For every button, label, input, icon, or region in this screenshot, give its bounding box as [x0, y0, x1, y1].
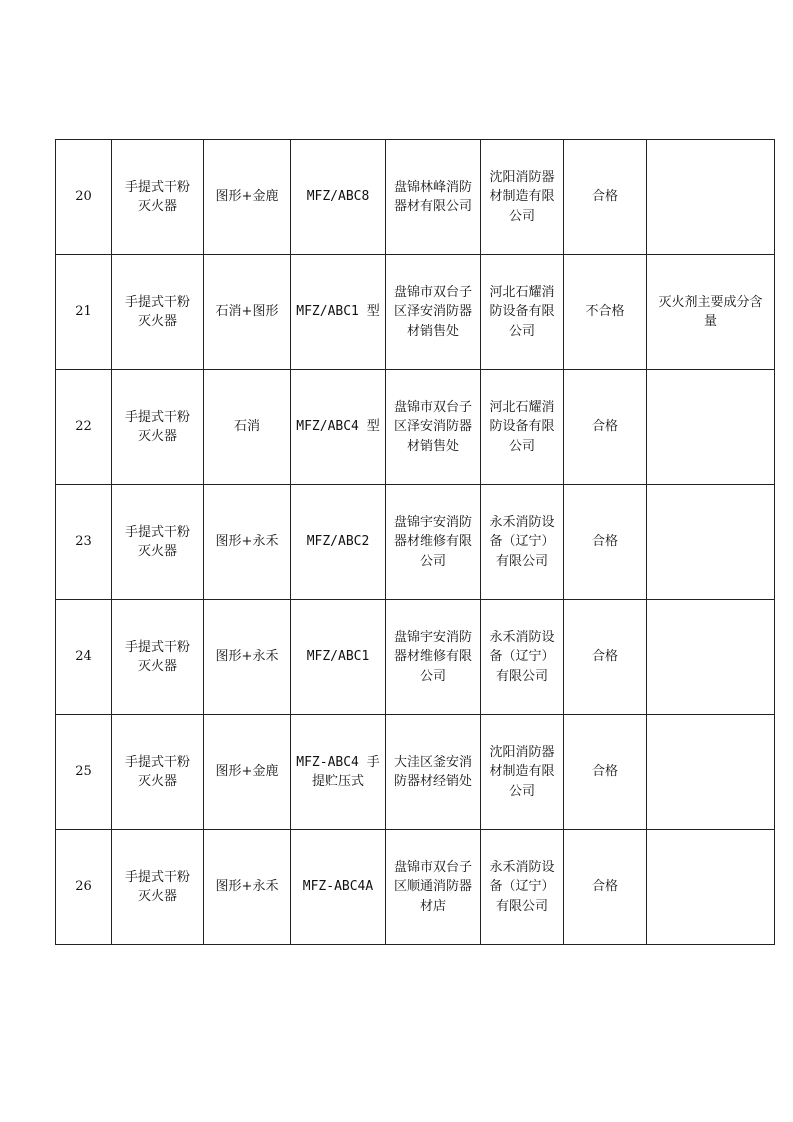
cell-seller-line: 盘锦林峰消防	[393, 179, 472, 195]
cell-product-name-line: 灭火器	[137, 889, 177, 904]
cell-failed-item	[647, 255, 775, 370]
cell-trademark: 图形+永禾	[204, 600, 291, 715]
table-body	[56, 140, 775, 945]
cell-product-name-line: 手提式干粉	[124, 294, 190, 310]
cell-manufacturer-line: 备（辽宁）	[489, 649, 555, 665]
cell-model-line: MFZ/ABC1	[306, 649, 370, 665]
cell-manufacturer-line: 永禾消防设	[489, 514, 555, 530]
cell-product-name	[112, 370, 204, 485]
cell-number: 23	[56, 485, 112, 600]
cell-seller-line: 器材有限公司	[393, 199, 472, 214]
cell-manufacturer	[481, 485, 564, 600]
cell-seller	[386, 140, 481, 255]
cell-seller	[386, 255, 481, 370]
cell-model-line: 提贮压式	[311, 774, 364, 789]
cell-seller-line: 器材维修有限	[393, 649, 472, 665]
cell-model	[291, 715, 386, 830]
cell-model-line: MFZ/ABC2	[306, 534, 370, 550]
cell-seller-line: 大洼区釜安消	[393, 754, 472, 770]
cell-seller	[386, 485, 481, 600]
cell-manufacturer-line: 公司	[508, 208, 535, 224]
cell-manufacturer-line: 沈阳消防器	[489, 744, 555, 760]
cell-manufacturer-line: 永禾消防设	[489, 859, 555, 875]
cell-seller-line: 公司	[419, 668, 446, 684]
cell-model	[291, 830, 386, 945]
cell-model-line: MFZ-ABC4 手	[296, 754, 380, 770]
cell-trademark: 图形+金鹿	[204, 140, 291, 255]
cell-seller	[386, 370, 481, 485]
cell-manufacturer-line: 永禾消防设	[489, 629, 555, 645]
cell-model	[291, 140, 386, 255]
cell-seller-line: 防器材经销处	[393, 774, 472, 789]
cell-product-name	[112, 715, 204, 830]
cell-product-name-line: 手提式干粉	[124, 524, 190, 540]
cell-manufacturer-line: 河北石耀消	[489, 399, 555, 415]
cell-product-name	[112, 485, 204, 600]
cell-manufacturer-line: 防设备有限	[489, 304, 555, 320]
cell-manufacturer-line: 有限公司	[495, 898, 548, 914]
cell-seller-line: 区顺通消防器	[393, 879, 472, 895]
cell-seller-line: 盘锦市双台子	[393, 399, 472, 415]
cell-seller-line: 盘锦宇安消防	[393, 629, 472, 645]
cell-product-name-line: 灭火器	[137, 314, 177, 329]
cell-seller-line: 材销售处	[406, 323, 459, 339]
cell-seller-line: 区泽安消防器	[393, 419, 472, 435]
cell-manufacturer-line: 备（辽宁）	[489, 879, 555, 895]
cell-seller-line: 盘锦市双台子	[393, 284, 472, 300]
cell-manufacturer-line: 备（辽宁）	[489, 534, 555, 550]
cell-product-name-line: 灭火器	[137, 659, 177, 674]
cell-product-name-line: 灭火器	[137, 429, 177, 444]
cell-manufacturer	[481, 715, 564, 830]
cell-result: 合格	[564, 715, 647, 830]
cell-trademark: 图形+永禾	[204, 485, 291, 600]
cell-failed-item	[647, 140, 775, 255]
cell-trademark: 图形+永禾	[204, 830, 291, 945]
cell-product-name-line: 手提式干粉	[124, 754, 190, 770]
cell-trademark: 图形+金鹿	[204, 715, 291, 830]
cell-number: 21	[56, 255, 112, 370]
cell-product-name	[112, 830, 204, 945]
cell-manufacturer-line: 有限公司	[495, 553, 548, 569]
table-row	[56, 830, 775, 945]
cell-manufacturer-line: 材制造有限	[489, 189, 555, 205]
cell-seller-line: 公司	[419, 553, 446, 569]
cell-model-line: MFZ/ABC8	[306, 189, 370, 205]
cell-product-name-line: 手提式干粉	[124, 179, 190, 195]
cell-manufacturer-line: 公司	[508, 783, 535, 799]
cell-model-line: MFZ/ABC4 型	[296, 419, 380, 435]
cell-seller-line: 材销售处	[406, 438, 459, 454]
cell-product-name-line: 灭火器	[137, 199, 177, 214]
cell-seller	[386, 715, 481, 830]
cell-manufacturer	[481, 140, 564, 255]
cell-seller	[386, 830, 481, 945]
cell-product-name	[112, 600, 204, 715]
cell-manufacturer-line: 公司	[508, 438, 535, 454]
cell-number: 24	[56, 600, 112, 715]
table-row	[56, 140, 775, 255]
cell-failed-item-line: 灭火剂主要成分含	[658, 294, 763, 310]
inspection-results-table	[55, 139, 775, 945]
cell-seller	[386, 600, 481, 715]
cell-seller-line: 盘锦市双台子	[393, 859, 472, 875]
cell-result: 合格	[564, 140, 647, 255]
cell-result: 不合格	[564, 255, 647, 370]
cell-number: 22	[56, 370, 112, 485]
table-row	[56, 715, 775, 830]
cell-model	[291, 370, 386, 485]
cell-model-line: MFZ/ABC1 型	[296, 304, 380, 320]
cell-manufacturer	[481, 370, 564, 485]
cell-seller-line: 盘锦宇安消防	[393, 514, 472, 530]
cell-failed-item	[647, 600, 775, 715]
table-row	[56, 370, 775, 485]
cell-failed-item	[647, 485, 775, 600]
cell-result: 合格	[564, 830, 647, 945]
cell-result: 合格	[564, 485, 647, 600]
cell-failed-item	[647, 715, 775, 830]
cell-result: 合格	[564, 370, 647, 485]
cell-model-line: MFZ-ABC4A	[302, 879, 374, 895]
cell-product-name-line: 手提式干粉	[124, 409, 190, 425]
cell-seller-line: 材店	[419, 898, 446, 914]
cell-number: 26	[56, 830, 112, 945]
cell-manufacturer-line: 防设备有限	[489, 419, 555, 435]
cell-manufacturer-line: 有限公司	[495, 668, 548, 684]
cell-failed-item	[647, 370, 775, 485]
cell-failed-item-line: 量	[703, 314, 717, 329]
cell-failed-item	[647, 830, 775, 945]
table-row	[56, 255, 775, 370]
table-row	[56, 485, 775, 600]
cell-manufacturer-line: 河北石耀消	[489, 284, 555, 300]
cell-manufacturer	[481, 830, 564, 945]
cell-model	[291, 255, 386, 370]
cell-product-name-line: 灭火器	[137, 774, 177, 789]
cell-product-name	[112, 255, 204, 370]
cell-product-name-line: 手提式干粉	[124, 869, 190, 885]
cell-product-name	[112, 140, 204, 255]
table-row	[56, 600, 775, 715]
cell-model	[291, 485, 386, 600]
cell-manufacturer-line: 材制造有限	[489, 764, 555, 780]
cell-manufacturer-line: 沈阳消防器	[489, 169, 555, 185]
cell-trademark: 石消+图形	[204, 255, 291, 370]
cell-product-name-line: 灭火器	[137, 544, 177, 559]
cell-manufacturer	[481, 255, 564, 370]
cell-seller-line: 器材维修有限	[393, 534, 472, 550]
cell-number: 25	[56, 715, 112, 830]
cell-result: 合格	[564, 600, 647, 715]
cell-manufacturer-line: 公司	[508, 323, 535, 339]
cell-seller-line: 区泽安消防器	[393, 304, 472, 320]
cell-trademark: 石消	[204, 370, 291, 485]
cell-product-name-line: 手提式干粉	[124, 639, 190, 655]
cell-model	[291, 600, 386, 715]
cell-number: 20	[56, 140, 112, 255]
cell-manufacturer	[481, 600, 564, 715]
